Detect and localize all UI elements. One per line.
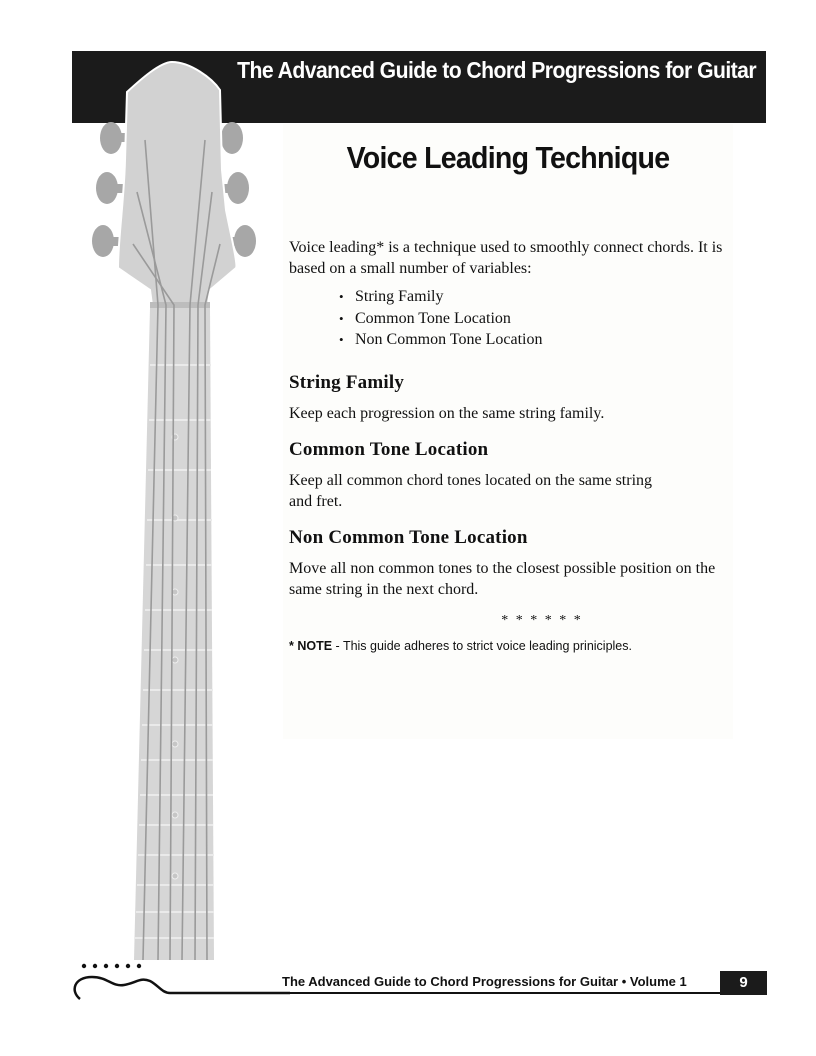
guitar-body-outline-icon: [0, 955, 290, 1005]
bullet-icon: •: [339, 289, 344, 304]
section-text: Keep each progression on the same string family.: [289, 404, 605, 422]
footnote: [289, 639, 739, 653]
note-text: - This guide adheres to strict voice leading priniciples.: [332, 638, 632, 653]
section-text: Move all non common tones to the closest possible position on the same string in the next chord.: [289, 559, 716, 598]
section-non-common-tone-location: [289, 526, 739, 600]
section-string-family: [289, 371, 739, 424]
footer-rule: [170, 992, 720, 994]
section-common-tone-location: [289, 438, 739, 512]
bullet-icon: •: [339, 332, 344, 347]
guitar-neck-icon: [0, 0, 300, 965]
list-item: • Common Tone Location: [339, 308, 739, 330]
body-content: [289, 237, 739, 653]
list-item: • Non Common Tone Location: [339, 329, 739, 351]
page-title: Voice Leading Technique: [346, 140, 670, 175]
section-heading: String Family: [289, 371, 405, 393]
bullet-icon: •: [339, 310, 344, 326]
section-text: Keep all common chord tones located on the same string and fret.: [289, 471, 653, 510]
page-number: 9: [720, 971, 767, 995]
list-item: • String Family: [339, 286, 739, 308]
intro-paragraph: Voice leading* is a technique used to smoothly connect chords. It is based on a small number of variables:: [289, 239, 723, 277]
footer-text: The Advanced Guide to Chord Progressions for Guitar • Volume 1: [282, 974, 687, 989]
variables-list: [289, 286, 739, 351]
separator: * * * * * *: [501, 612, 583, 628]
section-heading: Non Common Tone Location: [289, 526, 528, 548]
note-label: * NOTE: [289, 638, 333, 653]
section-heading: Common Tone Location: [289, 438, 489, 460]
header-title: The Advanced Guide to Chord Progressions for Guitar: [237, 57, 756, 83]
